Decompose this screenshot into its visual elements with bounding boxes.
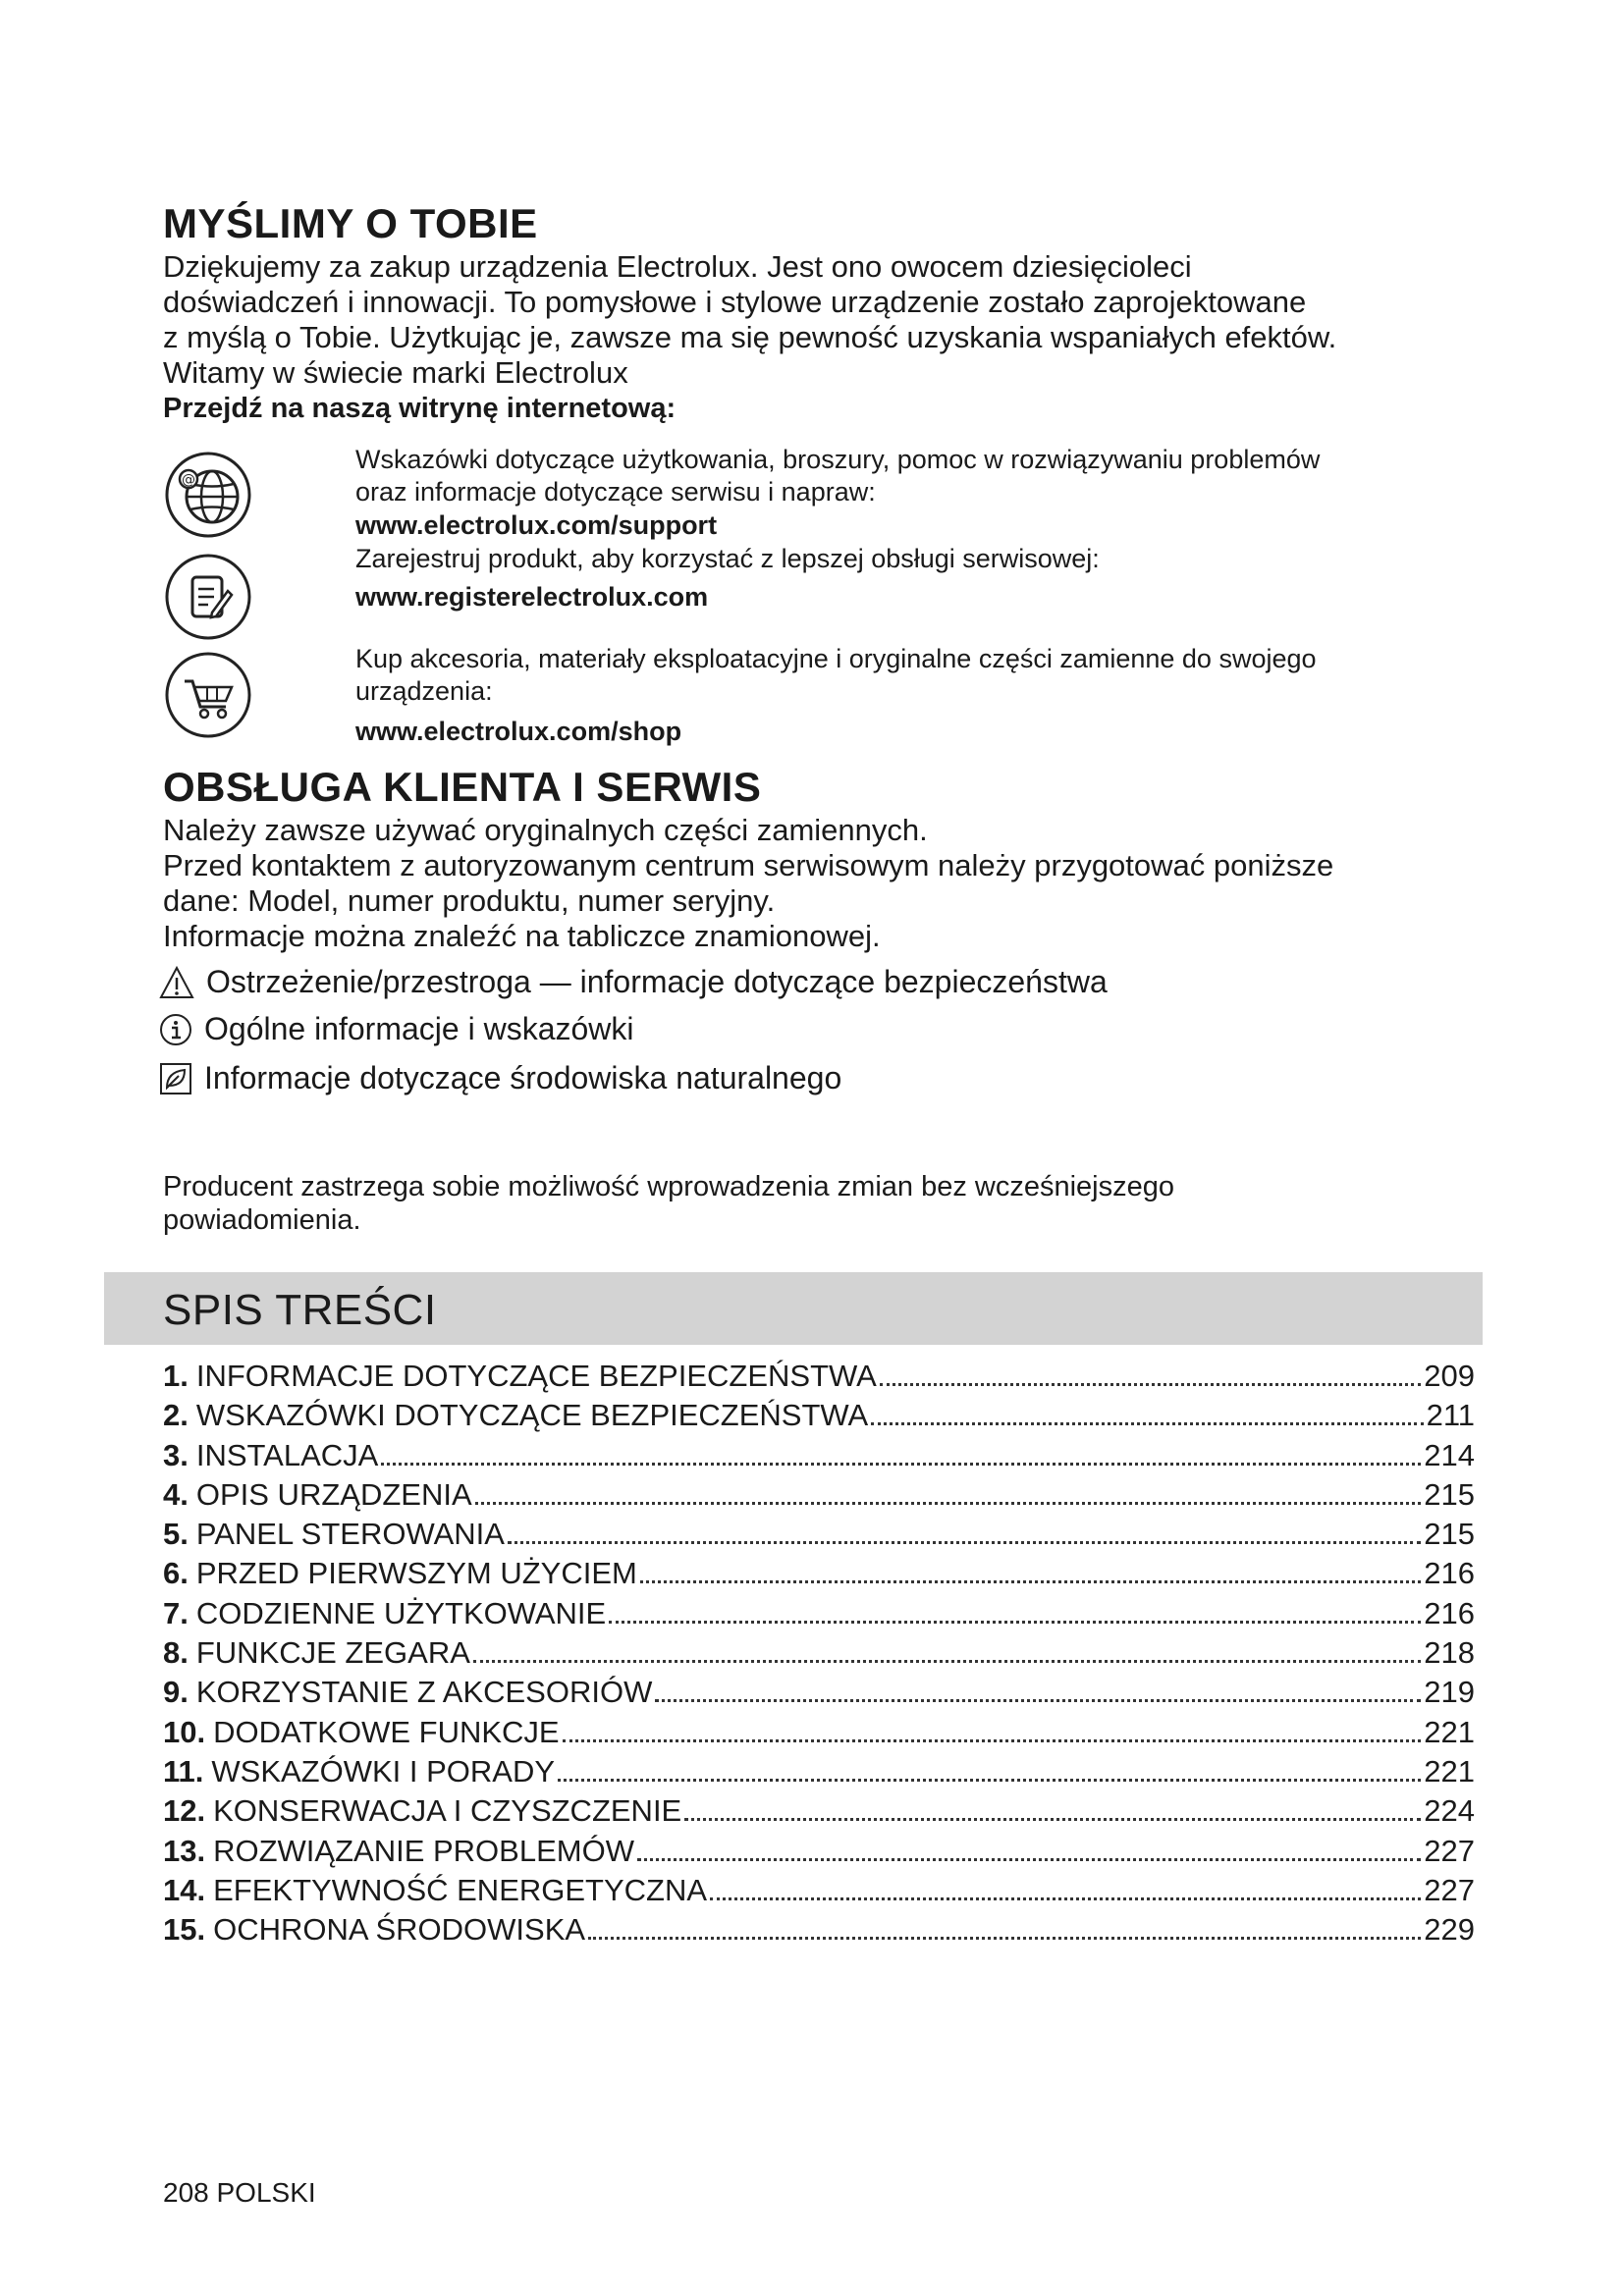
toc-entry-number: 10. bbox=[163, 1714, 206, 1749]
toc-entry[interactable] bbox=[163, 1596, 1475, 1635]
toc-entry-page: 229 bbox=[1424, 1912, 1475, 1948]
toc-entry-number: 8. bbox=[163, 1635, 189, 1671]
toc-entry-label: CODZIENNE UŻYTKOWANIE bbox=[195, 1595, 607, 1630]
toc-entry[interactable] bbox=[163, 1556, 1475, 1595]
globe-icon bbox=[163, 450, 253, 540]
toc-entry-label: WSKAZÓWKI DOTYCZĄCE BEZPIECZEŃSTWA bbox=[195, 1398, 869, 1433]
toc-leader-dots bbox=[684, 1818, 1421, 1821]
service-title: OBSŁUGA KLIENTA I SERWIS bbox=[163, 764, 762, 810]
page-footer: 208 POLSKI bbox=[163, 2177, 316, 2208]
link-register-text: Zarejestruj produkt, aby korzystać z lepszej obsługi serwisowej: bbox=[355, 544, 1100, 573]
toc-entry[interactable] bbox=[163, 1675, 1475, 1714]
toc-leader-dots bbox=[637, 1858, 1421, 1861]
link-register-url[interactable]: www.registerelectrolux.com bbox=[355, 582, 709, 612]
visit-label: Przejdź na naszą witrynę internetową: bbox=[163, 393, 677, 424]
toc-leader-dots bbox=[710, 1897, 1421, 1900]
toc-entry-number: 9. bbox=[163, 1675, 189, 1710]
link-shop-text: Kup akcesoria, materiały eksploatacyjne i oryginalne części zamienne do swojego urządzenia: bbox=[355, 644, 1317, 706]
toc-leader-dots bbox=[588, 1937, 1421, 1940]
toc-entry-number: 5. bbox=[163, 1517, 189, 1552]
toc-entry-label: ROZWIĄZANIE PROBLEMÓW bbox=[213, 1833, 634, 1868]
intro-body: Dziękujemy za zakup urządzenia Electrolux. Jest ono owocem dziesięcioleci doświadczeń i innowacji. To pomysłowe i stylowe urządzenie zostało zaprojektowane z myślą o Tobie. Użytkując je, zawsze ma się pewność uzyskania wspaniałych efektów. Witamy w świecie marki Electrolux bbox=[163, 249, 1337, 390]
shopping-cart-icon bbox=[163, 650, 253, 740]
toc-entry-number: 11. bbox=[163, 1753, 204, 1789]
toc-entry-number: 13. bbox=[163, 1833, 206, 1868]
toc-entry[interactable] bbox=[163, 1912, 1475, 1951]
link-shop-url[interactable]: www.electrolux.com/shop bbox=[355, 717, 682, 746]
toc-entry-number: 6. bbox=[163, 1556, 189, 1591]
toc-leader-dots bbox=[871, 1422, 1423, 1425]
toc-entry[interactable] bbox=[163, 1715, 1475, 1754]
toc-entry-label: KONSERWACJA I CZYSZCZENIE bbox=[213, 1793, 682, 1829]
toc-entry-page: 215 bbox=[1424, 1517, 1475, 1552]
toc-leader-dots bbox=[563, 1739, 1422, 1742]
toc-entry-number: 3. bbox=[163, 1437, 189, 1472]
toc-entry[interactable] bbox=[163, 1793, 1475, 1833]
toc-entry-page: 224 bbox=[1424, 1793, 1475, 1829]
toc-entry-label: DODATKOWE FUNKCJE bbox=[213, 1714, 560, 1749]
toc-entry-number: 2. bbox=[163, 1398, 189, 1433]
toc-entry-label: EFEKTYWNOŚĆ ENERGETYCZNA bbox=[213, 1872, 708, 1907]
toc-entry-page: 218 bbox=[1424, 1635, 1475, 1671]
toc-entry[interactable] bbox=[163, 1834, 1475, 1873]
toc-entry-label: INSTALACJA bbox=[195, 1437, 379, 1472]
toc-entry-page: 221 bbox=[1424, 1714, 1475, 1749]
toc-entry[interactable] bbox=[163, 1754, 1475, 1793]
toc-entry-number: 14. bbox=[163, 1872, 206, 1907]
legend-environment bbox=[159, 1060, 841, 1096]
legend-info bbox=[159, 1011, 634, 1047]
toc-entry-page: 227 bbox=[1424, 1833, 1475, 1868]
toc-entry-label: PRZED PIERWSZYM UŻYCIEM bbox=[195, 1556, 637, 1591]
toc-entry[interactable] bbox=[163, 1359, 1475, 1398]
toc-entry-number: 7. bbox=[163, 1595, 189, 1630]
toc-entry-number: 12. bbox=[163, 1793, 206, 1829]
toc-entry-page: 211 bbox=[1426, 1398, 1475, 1433]
toc-entry-label: OCHRONA ŚRODOWISKA bbox=[213, 1912, 586, 1948]
legend-environment-text: Informacje dotyczące środowiska naturalnego bbox=[204, 1060, 842, 1095]
toc-title: SPIS TREŚCI bbox=[163, 1286, 437, 1334]
toc-entry-label: FUNKCJE ZEGARA bbox=[195, 1635, 470, 1671]
toc-entry[interactable] bbox=[163, 1438, 1475, 1477]
table-of-contents bbox=[163, 1359, 1475, 1951]
toc-leader-dots bbox=[381, 1463, 1421, 1466]
toc-entry-number: 15. bbox=[163, 1912, 206, 1948]
info-icon bbox=[159, 1013, 192, 1046]
toc-leader-dots bbox=[473, 1660, 1421, 1663]
service-body: Należy zawsze używać oryginalnych części zamiennych. Przed kontaktem z autoryzowanym centrum serwisowym należy przygotować poniższe dane: Model, numer produktu, numer seryjny. Informacje można znaleźć na tabliczce znamionowej. bbox=[163, 813, 1334, 953]
toc-entry-page: 216 bbox=[1424, 1556, 1475, 1591]
toc-entry-label: WSKAZÓWKI I PORADY bbox=[211, 1753, 556, 1789]
toc-entry-page: 214 bbox=[1424, 1437, 1475, 1472]
change-notice: Producent zastrzega sobie możliwość wprowadzenia zmian bez wcześniejszego powiadomienia. bbox=[163, 1171, 1174, 1236]
toc-leader-dots bbox=[655, 1699, 1421, 1702]
toc-leader-dots bbox=[609, 1621, 1421, 1624]
toc-entry-label: INFORMACJE DOTYCZĄCE BEZPIECZEŃSTWA bbox=[195, 1359, 877, 1393]
legend-info-text: Ogólne informacje i wskazówki bbox=[204, 1011, 634, 1046]
legend-warning-text: Ostrzeżenie/przestroga — informacje dotyczące bezpieczeństwa bbox=[206, 964, 1108, 999]
legend-warning bbox=[159, 964, 1108, 1000]
toc-entry-label: KORZYSTANIE Z AKCESORIÓW bbox=[195, 1675, 653, 1710]
toc-entry-page: 209 bbox=[1424, 1359, 1475, 1393]
leaf-environment-icon bbox=[159, 1062, 192, 1095]
toc-entry-label: OPIS URZĄDZENIA bbox=[195, 1476, 472, 1512]
register-document-icon bbox=[163, 552, 253, 642]
toc-entry[interactable] bbox=[163, 1873, 1475, 1912]
toc-entry[interactable] bbox=[163, 1477, 1475, 1517]
toc-entry-number: 4. bbox=[163, 1476, 189, 1512]
toc-entry-page: 221 bbox=[1424, 1753, 1475, 1789]
toc-entry-page: 219 bbox=[1424, 1675, 1475, 1710]
toc-entry-label: PANEL STEROWANIA bbox=[195, 1517, 505, 1552]
toc-leader-dots bbox=[558, 1779, 1421, 1782]
toc-entry-number: 1. bbox=[163, 1359, 189, 1393]
toc-entry-page: 227 bbox=[1424, 1872, 1475, 1907]
link-support-text: Wskazówki dotyczące użytkowania, broszury, pomoc w rozwiązywaniu problemów oraz informacje dotyczące serwisu i napraw: bbox=[355, 445, 1321, 507]
link-support-url[interactable]: www.electrolux.com/support bbox=[355, 510, 718, 540]
warning-triangle-icon bbox=[159, 966, 194, 999]
toc-leader-dots bbox=[508, 1541, 1421, 1544]
intro-title: MYŚLIMY O TOBIE bbox=[163, 200, 538, 246]
toc-leader-dots bbox=[880, 1383, 1421, 1386]
toc-entry[interactable] bbox=[163, 1635, 1475, 1675]
toc-entry[interactable] bbox=[163, 1517, 1475, 1556]
toc-leader-dots bbox=[475, 1502, 1422, 1505]
toc-leader-dots bbox=[640, 1580, 1421, 1583]
svg-text:@: @ bbox=[182, 472, 195, 488]
toc-entry-page: 216 bbox=[1424, 1595, 1475, 1630]
toc-entry[interactable] bbox=[163, 1398, 1475, 1437]
toc-entry-page: 215 bbox=[1424, 1476, 1475, 1512]
